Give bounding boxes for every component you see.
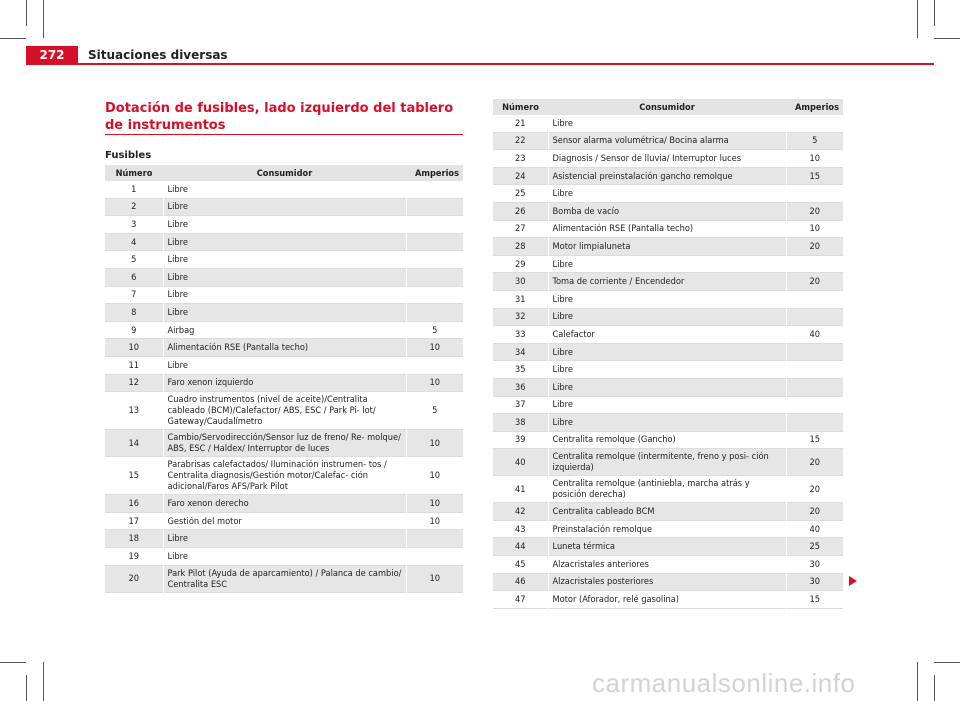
crop-mark xyxy=(917,662,918,701)
fuse-amperes: 10 xyxy=(809,223,820,235)
fuse-amperes: 15 xyxy=(809,594,820,606)
table-row xyxy=(493,167,843,185)
crop-mark xyxy=(934,0,935,26)
fuse-amperes: 25 xyxy=(786,538,843,556)
fuse-consumer: Libre xyxy=(548,115,786,132)
fuse-amperes: 20 xyxy=(786,449,843,476)
table-row xyxy=(105,321,463,339)
table-row xyxy=(493,449,843,476)
fuse-amperes xyxy=(786,185,843,203)
fuse-number: 7 xyxy=(105,286,163,304)
crop-mark xyxy=(0,662,26,663)
table-row xyxy=(105,565,463,592)
table-row xyxy=(105,392,463,430)
header-consumer: Consumidor xyxy=(548,99,786,115)
table-row xyxy=(493,414,843,432)
crop-mark xyxy=(934,675,935,701)
fuse-number: 39 xyxy=(493,431,548,449)
fuse-amperes xyxy=(406,251,463,269)
fuse-consumer: Motor (Aforador, relé gasolina) xyxy=(548,591,786,609)
table-row xyxy=(105,430,463,457)
fuse-amperes xyxy=(406,547,463,565)
table-row xyxy=(493,476,843,503)
fuse-number: 30 xyxy=(493,273,548,291)
fuse-consumer: Libre xyxy=(548,308,786,326)
fuse-amperes xyxy=(786,396,843,414)
fuse-amperes: 15 xyxy=(786,167,843,185)
fuse-amperes: 10 xyxy=(406,374,463,392)
fuse-consumer: Asistencial preinstalación gancho remolque xyxy=(548,167,786,185)
fuse-consumer: Diagnosis / Sensor de lluvia/ Interruptor luces xyxy=(548,150,786,168)
fuse-consumer: Libre xyxy=(163,251,406,269)
fuse-amperes: 20 xyxy=(786,503,843,521)
fuse-amperes: 10 xyxy=(406,430,463,457)
fuse-amperes xyxy=(406,268,463,286)
table-row xyxy=(105,251,463,269)
header-consumer: Consumidor xyxy=(163,165,406,181)
table-row xyxy=(493,238,843,256)
table-row xyxy=(105,374,463,392)
fuse-amperes: 10 xyxy=(406,565,463,592)
header-amperes: Amperios xyxy=(786,99,843,115)
table-row xyxy=(493,520,843,538)
fuse-amperes xyxy=(406,233,463,251)
fuse-amperes xyxy=(406,304,463,322)
crop-mark xyxy=(0,38,26,39)
table-row xyxy=(493,361,843,379)
fuse-consumer: Motor limpialuneta xyxy=(548,238,786,256)
fuse-number: 10 xyxy=(105,339,163,357)
crop-mark xyxy=(934,38,960,39)
table-row xyxy=(105,198,463,216)
fuse-consumer: Libre xyxy=(163,530,406,548)
crop-mark xyxy=(43,0,44,38)
fuse-amperes xyxy=(786,378,843,396)
fuse-number: 43 xyxy=(493,520,548,538)
table-row xyxy=(105,286,463,304)
table-row xyxy=(493,220,843,238)
continue-arrow-icon xyxy=(849,576,857,586)
table-row xyxy=(105,339,463,357)
fuse-consumer: Faro xenon izquierdo xyxy=(163,374,406,392)
table-row xyxy=(105,512,463,530)
section-title: Dotación de fusibles, lado izquierdo del tablero de instrumentos xyxy=(105,101,454,133)
fuse-amperes xyxy=(786,115,843,132)
fuse-number: 19 xyxy=(105,547,163,565)
fuse-amperes: 20 xyxy=(786,238,843,256)
fuse-consumer: Libre xyxy=(163,304,406,322)
header-rule xyxy=(26,63,934,65)
crop-mark xyxy=(917,0,918,38)
fuse-rows-right xyxy=(493,115,843,608)
fuse-number: 45 xyxy=(493,556,548,574)
fuse-amperes xyxy=(786,414,843,432)
fuse-amperes xyxy=(786,343,843,361)
fuse-number: 44 xyxy=(493,538,548,556)
fuse-consumer: Centralita remolque (antiniebla, marcha atrás y posición derecha) xyxy=(548,476,786,503)
fuse-number: 27 xyxy=(493,220,548,238)
fuse-amperes: 20 xyxy=(786,273,843,291)
fuse-amperes: 10 xyxy=(406,495,463,513)
fuse-number: 9 xyxy=(105,321,163,339)
header-amperes: Amperios xyxy=(406,165,463,181)
table-row xyxy=(493,573,843,591)
table-row xyxy=(493,308,843,326)
fuse-consumer: Alimentación RSE (Pantalla techo) xyxy=(548,220,786,238)
fuse-number: 46 xyxy=(493,573,548,591)
fuse-number: 2 xyxy=(105,198,163,216)
table-row xyxy=(493,431,843,449)
fuse-number: 35 xyxy=(493,361,548,379)
table-row xyxy=(493,378,843,396)
table-row xyxy=(105,547,463,565)
fuse-amperes xyxy=(406,181,463,198)
fuse-table-right xyxy=(493,99,843,609)
table-row xyxy=(105,233,463,251)
fuse-consumer: Preinstalación remolque xyxy=(548,520,786,538)
table-row xyxy=(493,132,843,150)
table-row xyxy=(493,396,843,414)
fuse-amperes xyxy=(406,530,463,548)
fuse-number: 32 xyxy=(493,308,548,326)
section-rule xyxy=(105,134,463,135)
fuse-rows-left xyxy=(105,181,463,592)
fuse-consumer: Libre xyxy=(163,198,406,216)
fuse-consumer: Centralita remolque (Gancho) xyxy=(548,431,786,449)
fuse-consumer: Libre xyxy=(548,255,786,273)
fuse-amperes: 5 xyxy=(432,405,438,417)
fuse-consumer: Libre xyxy=(163,181,406,198)
fuse-amperes xyxy=(786,290,843,308)
fuse-consumer: Calefactor xyxy=(548,326,786,344)
fuse-number: 17 xyxy=(105,512,163,530)
table-row xyxy=(493,150,843,168)
fuse-number: 31 xyxy=(493,290,548,308)
table-row xyxy=(493,115,843,132)
fuse-number: 24 xyxy=(493,167,548,185)
fuse-table-left xyxy=(105,165,463,593)
fuse-amperes xyxy=(786,308,843,326)
fuse-number: 11 xyxy=(105,356,163,374)
chapter-title: Situaciones diversas xyxy=(88,48,228,62)
fuse-amperes: 10 xyxy=(429,515,440,527)
table-row xyxy=(493,503,843,521)
fuse-number: 16 xyxy=(105,495,163,513)
fuse-consumer: Libre xyxy=(548,414,786,432)
table-row xyxy=(493,185,843,203)
fuse-number: 38 xyxy=(493,414,548,432)
fuse-consumer: Alimentación RSE (Pantalla techo) xyxy=(163,339,406,357)
crop-mark xyxy=(26,675,27,701)
fuse-number: 36 xyxy=(493,378,548,396)
fuse-number: 21 xyxy=(493,115,548,132)
fuse-amperes: 10 xyxy=(809,152,820,164)
fuse-amperes: 15 xyxy=(809,434,820,446)
header-number: Número xyxy=(105,165,163,181)
fuse-consumer: Libre xyxy=(548,396,786,414)
fuse-amperes: 10 xyxy=(406,339,463,357)
fuse-consumer: Libre xyxy=(548,343,786,361)
table-row xyxy=(105,304,463,322)
fuse-number: 5 xyxy=(105,251,163,269)
fuse-number: 4 xyxy=(105,233,163,251)
fuse-number: 6 xyxy=(105,268,163,286)
fuse-consumer: Luneta térmica xyxy=(548,538,786,556)
fuse-number: 34 xyxy=(493,343,548,361)
fuse-amperes: 40 xyxy=(809,328,820,340)
fuse-consumer: Faro xenon derecho xyxy=(163,495,406,513)
fuse-number: 14 xyxy=(105,430,163,457)
fuse-amperes xyxy=(406,356,463,374)
fuse-consumer: Bomba de vacío xyxy=(548,202,786,220)
fuse-consumer: Toma de corriente / Encendedor xyxy=(548,273,786,291)
table-header-row xyxy=(493,99,843,115)
fuse-number: 25 xyxy=(493,185,548,203)
fuse-amperes: 10 xyxy=(429,470,440,482)
fuse-amperes: 5 xyxy=(432,324,438,336)
table-row xyxy=(493,326,843,344)
fuse-number: 42 xyxy=(493,503,548,521)
fuses-subheading: Fusibles xyxy=(105,150,152,161)
fuse-consumer: Libre xyxy=(163,268,406,286)
fuse-number: 33 xyxy=(493,326,548,344)
table-row xyxy=(105,268,463,286)
fuse-number: 22 xyxy=(493,132,548,150)
fuse-number: 20 xyxy=(105,565,163,592)
fuse-amperes: 5 xyxy=(786,132,843,150)
table-row xyxy=(493,255,843,273)
fuse-consumer: Alzacristales anteriores xyxy=(548,556,786,574)
crop-mark xyxy=(43,662,44,701)
fuse-number: 12 xyxy=(105,374,163,392)
table-row xyxy=(493,556,843,574)
fuse-amperes: 30 xyxy=(809,558,820,570)
fuse-number: 41 xyxy=(493,476,548,503)
page-number: 272 xyxy=(26,46,78,65)
fuse-number: 23 xyxy=(493,150,548,168)
table-row xyxy=(493,202,843,220)
table-row xyxy=(105,216,463,234)
fuse-number: 18 xyxy=(105,530,163,548)
fuse-amperes xyxy=(406,198,463,216)
fuse-number: 8 xyxy=(105,304,163,322)
fuse-consumer: Libre xyxy=(163,233,406,251)
fuse-number: 28 xyxy=(493,238,548,256)
fuse-number: 3 xyxy=(105,216,163,234)
table-row xyxy=(105,457,463,495)
crop-mark xyxy=(26,0,27,26)
fuse-amperes xyxy=(786,361,843,379)
table-row xyxy=(493,343,843,361)
fuse-consumer: Libre xyxy=(548,290,786,308)
fuse-number: 13 xyxy=(105,392,163,430)
table-row xyxy=(105,530,463,548)
fuse-consumer: Libre xyxy=(548,185,786,203)
fuse-amperes: 20 xyxy=(809,483,820,495)
fuse-consumer: Libre xyxy=(163,356,406,374)
fuse-number: 15 xyxy=(105,457,163,495)
fuse-consumer: Libre xyxy=(548,361,786,379)
fuse-amperes xyxy=(786,255,843,273)
fuse-consumer: Cuadro instrumentos (nivel de aceite)/Centralita cableado (BCM)/Calefactor/ ABS, ESC / Park Pi- lot/ Gateway/Caudalímetro xyxy=(163,392,406,430)
fuse-number: 37 xyxy=(493,396,548,414)
fuse-consumer: Libre xyxy=(163,547,406,565)
fuse-amperes: 30 xyxy=(786,573,843,591)
fuse-number: 1 xyxy=(105,181,163,198)
fuse-consumer: Libre xyxy=(163,216,406,234)
table-row xyxy=(493,290,843,308)
table-row xyxy=(493,273,843,291)
fuse-consumer: Gestión del motor xyxy=(163,512,406,530)
fuse-consumer: Cambio/Servodirección/Sensor luz de freno/ Re- molque/ ABS, ESC / Haldex/ Interruptor de luces xyxy=(163,430,406,457)
fuse-consumer: Sensor alarma volumétrica/ Bocina alarma xyxy=(548,132,786,150)
fuse-amperes: 40 xyxy=(809,523,820,535)
fuse-number: 47 xyxy=(493,591,548,609)
table-header-row xyxy=(105,165,463,181)
table-row xyxy=(105,356,463,374)
fuse-amperes xyxy=(406,286,463,304)
fuse-consumer: Centralita remolque (intermitente, freno y posi- ción izquierda) xyxy=(548,449,786,476)
fuse-consumer: Park Pilot (Ayuda de aparcamiento) / Palanca de cambio/ Centralita ESC xyxy=(163,565,406,592)
crop-mark xyxy=(934,662,960,663)
fuse-number: 29 xyxy=(493,255,548,273)
fuse-amperes xyxy=(406,216,463,234)
fuse-consumer: Parabrisas calefactados/ Iluminación instrumen- tos / Centralita diagnosis/Gestión motor/Calefac- ción adicional/Faros AFS/Park Pilot xyxy=(163,457,406,495)
watermark: carmanualsonline.info xyxy=(592,668,856,698)
fuse-number: 40 xyxy=(493,449,548,476)
fuse-consumer: Libre xyxy=(163,286,406,304)
fuse-consumer: Airbag xyxy=(163,321,406,339)
table-row xyxy=(105,181,463,198)
table-row xyxy=(493,538,843,556)
fuse-amperes: 20 xyxy=(786,202,843,220)
fuse-consumer: Centralita cableado BCM xyxy=(548,503,786,521)
fuse-consumer: Alzacristales posteriores xyxy=(548,573,786,591)
header-number: Número xyxy=(493,99,548,115)
fuse-consumer: Libre xyxy=(548,378,786,396)
table-row xyxy=(105,495,463,513)
fuse-number: 26 xyxy=(493,202,548,220)
table-row xyxy=(493,591,843,609)
